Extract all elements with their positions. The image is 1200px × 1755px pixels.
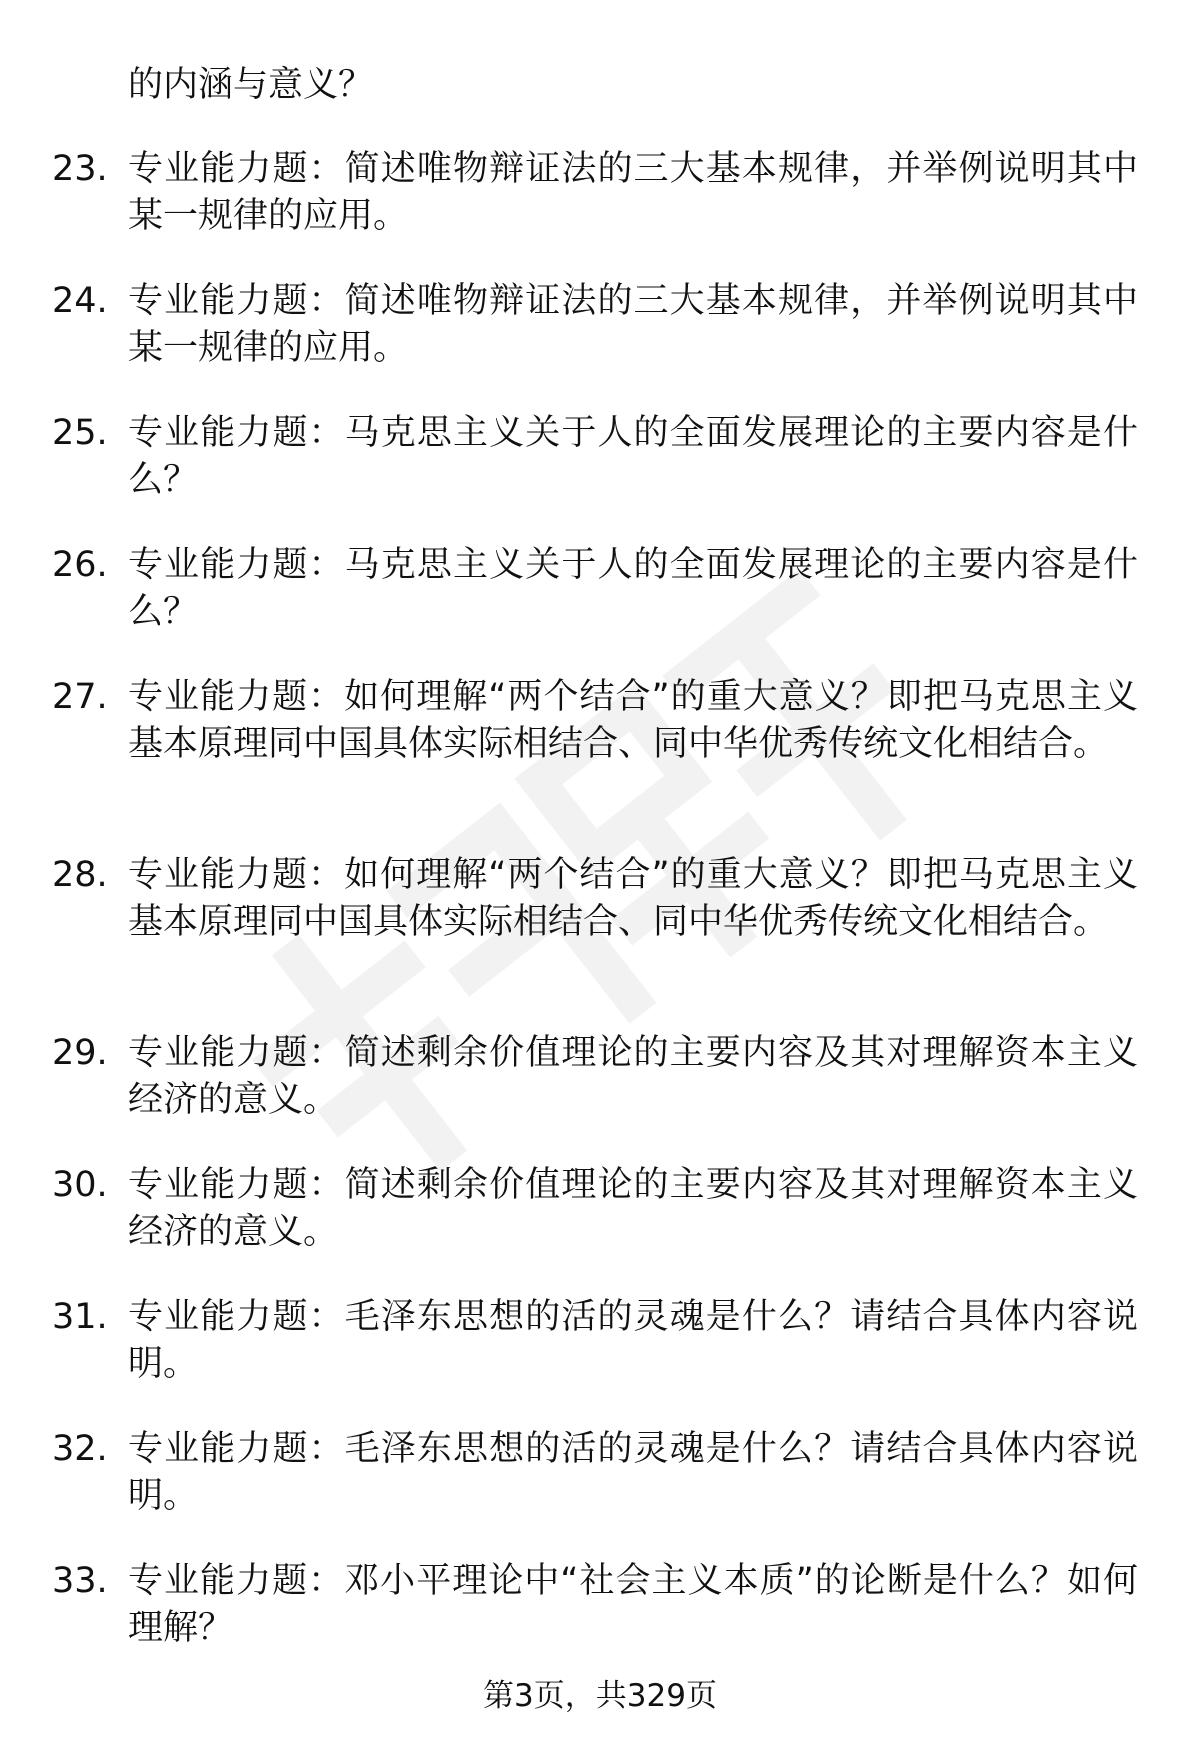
question-number: 24. bbox=[52, 281, 108, 321]
question-number: 25. bbox=[52, 413, 108, 453]
question-number: 29. bbox=[52, 1033, 108, 1073]
question-text: 专业能力题：简述剩余价值理论的主要内容及其对理解资本主义经济的意义。 bbox=[128, 1165, 1138, 1252]
question-text: 专业能力题：如何理解“两个结合”的重大意义？即把马克思主义基本原理同中国具体实际相结合、同中华优秀传统文化相结合。 bbox=[128, 677, 1138, 764]
question-number: 28. bbox=[52, 855, 108, 895]
question-number: 31. bbox=[52, 1297, 108, 1337]
question-number: 27. bbox=[52, 677, 108, 717]
question-number: 33. bbox=[52, 1561, 108, 1601]
question-text: 专业能力题：毛泽东思想的活的灵魂是什么？请结合具体内容说明。 bbox=[128, 1429, 1138, 1516]
question-number: 30. bbox=[52, 1165, 108, 1205]
question-text: 专业能力题：马克思主义关于人的全面发展理论的主要内容是什么？ bbox=[128, 545, 1138, 632]
question-text: 专业能力题：简述唯物辩证法的三大基本规律，并举例说明其中某一规律的应用。 bbox=[128, 281, 1138, 368]
question-text: 专业能力题：如何理解“两个结合”的重大意义？即把马克思主义基本原理同中国具体实际相结合、同中华优秀传统文化相结合。 bbox=[128, 855, 1138, 942]
question-number: 32. bbox=[52, 1429, 108, 1469]
question-text: 专业能力题：毛泽东思想的活的灵魂是什么？请结合具体内容说明。 bbox=[128, 1297, 1138, 1384]
continuation-text: 的内涵与意义？ bbox=[128, 65, 374, 105]
question-text: 专业能力题：马克思主义关于人的全面发展理论的主要内容是什么？ bbox=[128, 413, 1138, 500]
question-text: 专业能力题：邓小平理论中“社会主义本质”的论断是什么？如何理解？ bbox=[128, 1561, 1138, 1648]
question-number: 26. bbox=[52, 545, 108, 585]
page-footer: 第3页，共329页 bbox=[483, 1678, 717, 1714]
question-number: 23. bbox=[52, 149, 108, 189]
question-text: 专业能力题：简述剩余价值理论的主要内容及其对理解资本主义经济的意义。 bbox=[128, 1033, 1138, 1120]
question-text: 专业能力题：简述唯物辩证法的三大基本规律，并举例说明其中某一规律的应用。 bbox=[128, 149, 1138, 236]
